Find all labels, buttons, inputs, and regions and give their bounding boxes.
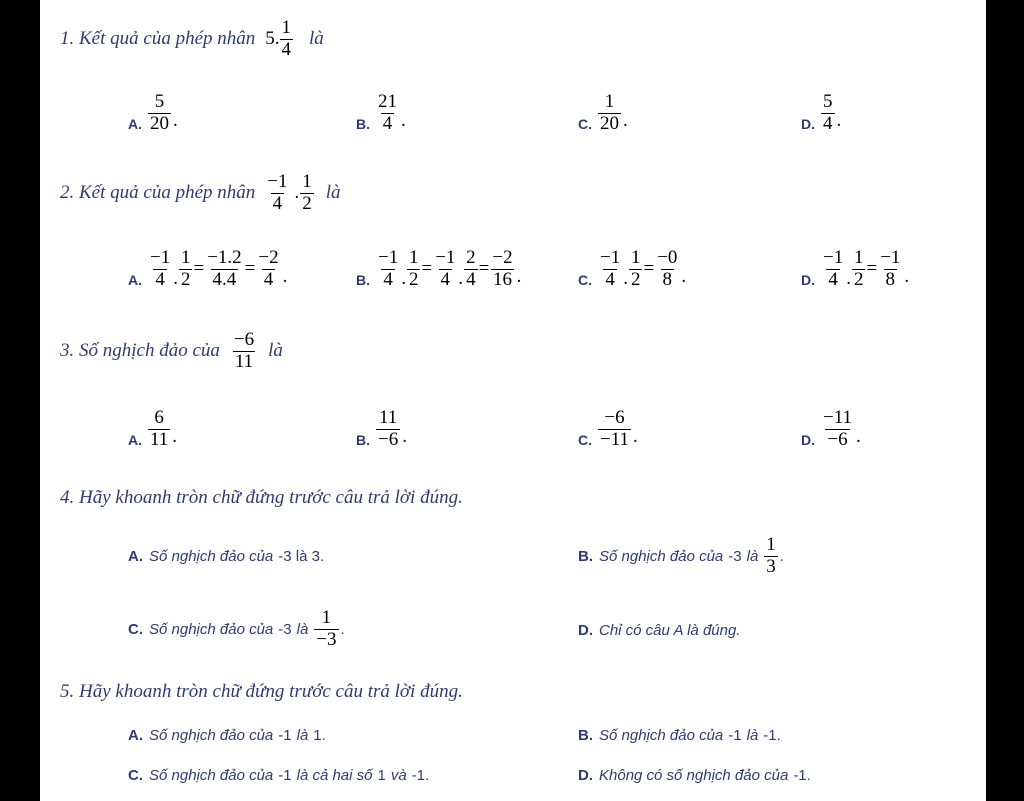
q3-option-c[interactable]: C. −6 −11 . [578, 407, 638, 450]
q5-option-b[interactable]: B. Số nghịch đảo của -1 là -1. [578, 727, 781, 744]
question-3-prompt: 3. Số nghịch đảo của [60, 340, 220, 362]
question-3: 3. Số nghịch đảo của −6 11 là [60, 329, 283, 372]
q2-option-a[interactable]: A. −1 4 . $\frac{1}{2}$ = $\frac{-1.2}{4.4}$ = $\frac{-2}{4}$ . [128, 247, 288, 290]
q3-option-a[interactable]: A. 6 11 . [128, 407, 178, 450]
q2-option-c[interactable]: C. −1 4 . $\frac{1}{2}$ = $\frac{-0}{8}$ . [578, 247, 687, 290]
q5-option-a[interactable]: A. Số nghịch đảo của -1 là 1. [128, 727, 326, 744]
question-5 [60, 681, 463, 703]
q3-option-b[interactable]: B. 11 −6 . [356, 407, 407, 450]
q4-option-c[interactable]: C. Số nghịch đảo của -3 là 1 −3 . [128, 607, 345, 650]
question-4-prompt: 4. Hãy khoanh tròn chữ đứng trước câu trả lời đúng. [60, 487, 463, 508]
q3-option-d[interactable]: D. −11 −6 . [801, 407, 861, 450]
question-2-prompt: 2. Kết quả của phép nhân [60, 182, 256, 204]
q5-option-c[interactable]: C. Số nghịch đảo của -1 là cả hai số 1 và -1. [128, 767, 430, 784]
question-1-fraction: 1 4 [281, 17, 292, 60]
q1-option-a[interactable]: A. 5 20 . [128, 91, 178, 134]
q4-option-a[interactable]: A. Số nghịch đảo của -3 là 3. [128, 548, 325, 565]
q1-option-b[interactable]: B. 21 4 . [356, 91, 406, 134]
question-1-tail: là [309, 28, 324, 50]
q4-option-b[interactable]: B. Số nghịch đảo của -3 là 1 3 . [578, 534, 784, 577]
q1-option-d[interactable]: D. 5 4 . [801, 91, 842, 134]
question-1-prompt: 1. Kết quả của phép nhân [60, 28, 256, 50]
question-1 [60, 18, 324, 60]
worksheet-page [40, 0, 986, 801]
q2-option-d[interactable]: D. −1 4 . $\frac{1}{2}$ = $\frac{-1}{8}$ . [801, 247, 910, 290]
q4-option-d[interactable]: D. Chỉ có câu A là đúng. [578, 622, 741, 639]
question-2-tail: là [325, 182, 341, 204]
q2-option-b[interactable]: B. −1 4 . $\frac{1}{2}$ = $\frac{-1}{4}$ . $\frac{2}{4}$ = $\frac{-2}{16}$ . [356, 247, 522, 290]
q5-option-d[interactable]: D. Không có số nghịch đảo của -1. [578, 767, 811, 784]
q1-option-c[interactable]: C. 1 20 . [578, 91, 628, 134]
question-2: 2. Kết quả của phép nhân −1 4 . 1 2 là [60, 171, 341, 214]
question-5-prompt: 5. Hãy khoanh tròn chữ đứng trước câu trả lời đúng. [60, 681, 463, 702]
question-3-tail: là [268, 340, 283, 362]
question-1-whole: 5. [265, 28, 280, 50]
question-4 [60, 487, 463, 509]
